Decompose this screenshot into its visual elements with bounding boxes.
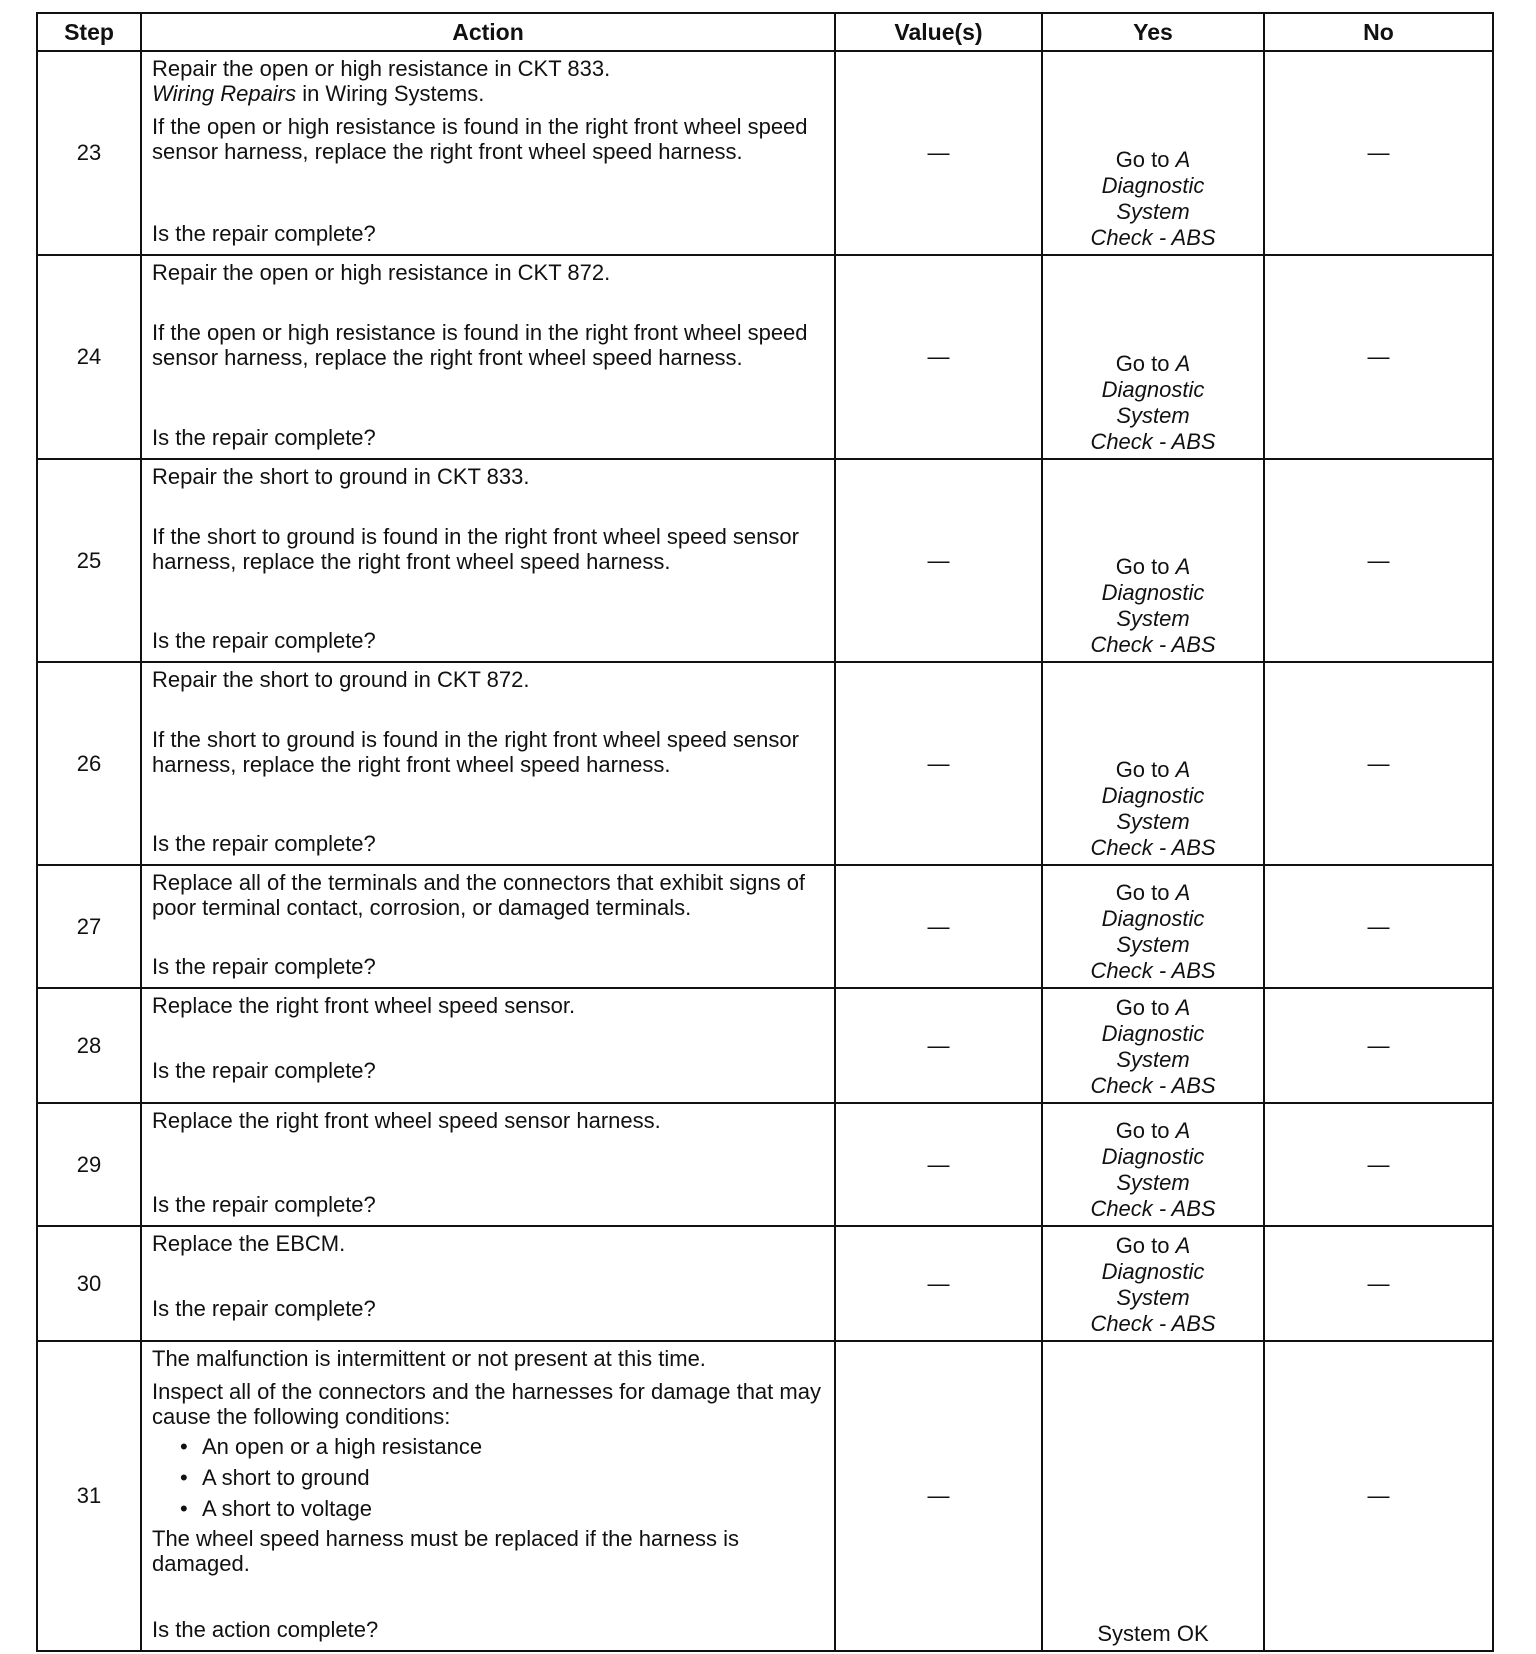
action-question: Is the repair complete? bbox=[152, 954, 376, 979]
action-question: Is the action complete? bbox=[152, 1617, 379, 1642]
list-item: • A short to ground bbox=[202, 1462, 824, 1493]
action-question: Is the repair complete? bbox=[152, 221, 376, 246]
table-row bbox=[37, 865, 1493, 988]
action-question: Is the repair complete? bbox=[152, 1296, 376, 1321]
list-item: • An open or a high resistance bbox=[202, 1431, 824, 1462]
header-yes: Yes bbox=[1042, 13, 1264, 51]
conditions-list bbox=[152, 1431, 824, 1524]
table-row bbox=[37, 988, 1493, 1103]
action-text: If the short to ground is found in the right front wheel speed sensor harness, replace the right front wheel speed harness. bbox=[152, 727, 799, 777]
no-cell: — bbox=[1264, 1103, 1493, 1226]
action-text: The wheel speed harness must be replaced if the harness is damaged. bbox=[152, 1526, 739, 1576]
action-question: Is the repair complete? bbox=[152, 1058, 376, 1083]
no-cell: — bbox=[1264, 988, 1493, 1103]
action-text: If the open or high resistance is found in the right front wheel speed sensor harness, replace the right front wheel speed harness. bbox=[152, 320, 808, 370]
action-text: Repair the short to ground in CKT 833. bbox=[152, 464, 530, 489]
action-question: Is the repair complete? bbox=[152, 628, 376, 653]
action-question: Is the repair complete? bbox=[152, 831, 376, 856]
list-item: • A short to voltage bbox=[202, 1493, 824, 1524]
step-number: 25 bbox=[37, 459, 141, 662]
no-cell: — bbox=[1264, 865, 1493, 988]
value-cell: — bbox=[835, 662, 1042, 865]
action-text: Replace the right front wheel speed sensor harness. bbox=[152, 1108, 661, 1133]
value-cell: — bbox=[835, 1226, 1042, 1341]
action-cell bbox=[141, 255, 835, 459]
table-row bbox=[37, 51, 1493, 255]
no-cell: — bbox=[1264, 459, 1493, 662]
no-cell: — bbox=[1264, 662, 1493, 865]
value-cell: — bbox=[835, 459, 1042, 662]
yes-cell: Go to A Diagnostic System Check - ABS bbox=[1042, 988, 1264, 1103]
table-row bbox=[37, 1226, 1493, 1341]
action-cell bbox=[141, 459, 835, 662]
action-cell bbox=[141, 1341, 835, 1651]
yes-cell: Go to A Diagnostic System Check - ABS bbox=[1042, 1103, 1264, 1226]
action-text: The malfunction is intermittent or not present at this time. bbox=[152, 1346, 706, 1371]
action-cell bbox=[141, 1103, 835, 1226]
step-number: 26 bbox=[37, 662, 141, 865]
table-row bbox=[37, 1341, 1493, 1651]
step-number: 23 bbox=[37, 51, 141, 255]
value-cell: — bbox=[835, 51, 1042, 255]
value-cell: — bbox=[835, 988, 1042, 1103]
step-number: 28 bbox=[37, 988, 141, 1103]
action-cell bbox=[141, 988, 835, 1103]
table-row bbox=[37, 1103, 1493, 1226]
no-cell: — bbox=[1264, 51, 1493, 255]
header-action: Action bbox=[141, 13, 835, 51]
step-number: 30 bbox=[37, 1226, 141, 1341]
diagnostic-table bbox=[36, 12, 1494, 1652]
value-cell: — bbox=[835, 1103, 1042, 1226]
action-cell bbox=[141, 865, 835, 988]
action-cell bbox=[141, 1226, 835, 1341]
action-text: Inspect all of the connectors and the harnesses for damage that may cause the following conditions: bbox=[152, 1379, 821, 1429]
value-cell: — bbox=[835, 1341, 1042, 1651]
action-cell bbox=[141, 662, 835, 865]
action-text: Replace the EBCM. bbox=[152, 1231, 346, 1256]
yes-cell: Go to A Diagnostic System Check - ABS bbox=[1042, 459, 1264, 662]
header-no: No bbox=[1264, 13, 1493, 51]
action-text: If the short to ground is found in the right front wheel speed sensor harness, replace the right front wheel speed harness. bbox=[152, 524, 799, 574]
step-number: 27 bbox=[37, 865, 141, 988]
table-row bbox=[37, 662, 1493, 865]
table-row bbox=[37, 255, 1493, 459]
yes-cell: Go to A Diagnostic System Check - ABS bbox=[1042, 865, 1264, 988]
value-cell: — bbox=[835, 255, 1042, 459]
step-number: 24 bbox=[37, 255, 141, 459]
action-question: Is the repair complete? bbox=[152, 425, 376, 450]
header-values: Value(s) bbox=[835, 13, 1042, 51]
yes-cell: Go to A Diagnostic System Check - ABS bbox=[1042, 662, 1264, 865]
action-cell bbox=[141, 51, 835, 255]
action-text: Repair the open or high resistance in CKT 872. bbox=[152, 260, 611, 285]
yes-cell: Go to A Diagnostic System Check - ABS bbox=[1042, 255, 1264, 459]
yes-cell: Go to A Diagnostic System Check - ABS bbox=[1042, 51, 1264, 255]
action-text: If the open or high resistance is found in the right front wheel speed sensor harness, replace the right front wheel speed harness. bbox=[152, 114, 808, 164]
action-text: Replace all of the terminals and the connectors that exhibit signs of poor terminal contact, corrosion, or damaged terminals. bbox=[152, 870, 806, 920]
action-text: Repair the short to ground in CKT 872. bbox=[152, 667, 530, 692]
yes-cell: Go to A Diagnostic System Check - ABS bbox=[1042, 1226, 1264, 1341]
no-cell: — bbox=[1264, 1341, 1493, 1651]
action-text: Replace the right front wheel speed sensor. bbox=[152, 993, 576, 1018]
header-step: Step bbox=[37, 13, 141, 51]
step-number: 29 bbox=[37, 1103, 141, 1226]
step-number: 31 bbox=[37, 1341, 141, 1651]
header-row bbox=[37, 13, 1493, 51]
yes-cell: System OK bbox=[1042, 1341, 1264, 1651]
value-cell: — bbox=[835, 865, 1042, 988]
table-row bbox=[37, 459, 1493, 662]
action-question: Is the repair complete? bbox=[152, 1192, 376, 1217]
wiring-repairs-ref: Wiring Repairs bbox=[152, 81, 297, 106]
no-cell: — bbox=[1264, 1226, 1493, 1341]
action-text: Repair the open or high resistance in CKT 833. Wiring Repairs in Wiring Systems. bbox=[152, 56, 611, 106]
no-cell: — bbox=[1264, 255, 1493, 459]
